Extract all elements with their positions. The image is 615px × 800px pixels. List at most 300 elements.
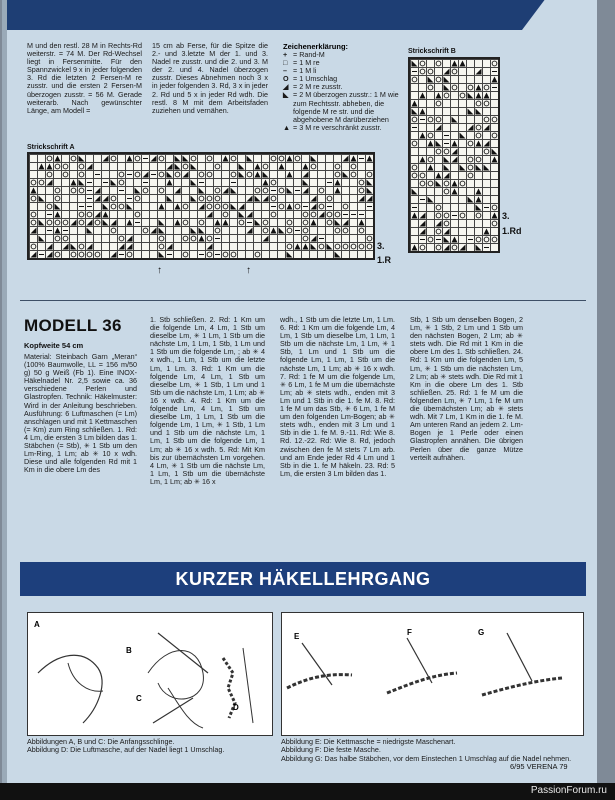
- triple-decrease-symbol: [159, 204, 165, 210]
- triple-decrease-symbol: [476, 141, 482, 147]
- yarn-over-symbol: [476, 157, 481, 162]
- triple-decrease-symbol: [311, 220, 317, 226]
- yarn-over-symbol: [428, 69, 433, 74]
- yarn-over-symbol: [436, 61, 441, 66]
- yarn-over-symbol: [335, 228, 340, 233]
- figure-label-e: E: [294, 632, 300, 641]
- triple-decrease-symbol: [287, 172, 293, 178]
- yarn-over-symbol: [135, 156, 140, 161]
- yarn-over-symbol: [207, 252, 212, 257]
- diagram-b-grid: [408, 57, 500, 253]
- yarn-over-symbol: [263, 228, 268, 233]
- yarn-over-symbol: [428, 157, 433, 162]
- decrease-symbol: [239, 172, 245, 178]
- yarn-over-symbol: [159, 244, 164, 249]
- decrease-symbol: [87, 228, 93, 234]
- yarn-over-symbol: [428, 117, 433, 122]
- yarn-over-symbol: [55, 188, 60, 193]
- yarn-over-symbol: [231, 252, 236, 257]
- yarn-over-symbol: [343, 204, 348, 209]
- yarn-over-symbol: [303, 212, 308, 217]
- decrease-symbol: [87, 164, 93, 170]
- decrease-symbol: [255, 220, 261, 226]
- decrease-symbol: [239, 204, 245, 210]
- decrease-symbol: [468, 109, 474, 115]
- triple-decrease-symbol: [55, 156, 61, 162]
- yarn-over-symbol: [87, 212, 92, 217]
- repeat-arrow-left: ↑: [157, 265, 162, 276]
- triple-decrease-symbol: [303, 164, 309, 170]
- yarn-over-symbol: [444, 93, 449, 98]
- legend-text: = 1 Umschlag: [293, 74, 338, 84]
- yarn-over-symbol: [199, 172, 204, 177]
- decrease-symbol: [476, 245, 482, 251]
- yarn-over-symbol: [271, 156, 276, 161]
- decrease-symbol: [207, 244, 213, 250]
- decrease-symbol: [367, 196, 373, 202]
- decrease-symbol: [412, 61, 418, 67]
- decrease-symbol: [367, 180, 373, 186]
- yarn-over-symbol: [175, 172, 180, 177]
- yarn-over-symbol: [31, 212, 36, 217]
- yarn-over-symbol: [215, 196, 220, 201]
- yarn-over-symbol: [135, 172, 140, 177]
- yarn-over-symbol: [367, 244, 372, 249]
- yarn-over-symbol: [468, 157, 473, 162]
- yarn-over-symbol: [468, 165, 473, 170]
- yarn-over-symbol: [111, 196, 116, 201]
- triple-decrease-symbol: [167, 180, 173, 186]
- yarn-over-symbol: [215, 164, 220, 169]
- decrease-symbol: [412, 109, 418, 115]
- yarn-over-symbol: [343, 228, 348, 233]
- yarn-over-symbol: [47, 156, 52, 161]
- decrease-symbol: [239, 212, 245, 218]
- yarn-over-symbol: [111, 156, 116, 161]
- yarn-over-symbol: [231, 172, 236, 177]
- watermark-text: PassionForum.ru: [530, 785, 607, 796]
- yarn-over-symbol: [436, 229, 441, 234]
- figure-label-f: F: [407, 628, 412, 637]
- decrease-symbol: [311, 196, 317, 202]
- decrease-symbol: [303, 172, 309, 178]
- decrease-symbol: [39, 236, 45, 242]
- yarn-over-symbol: [287, 244, 292, 249]
- section-divider: [20, 300, 586, 301]
- yarn-over-symbol: [119, 180, 124, 185]
- yarn-over-symbol: [183, 220, 188, 225]
- yarn-over-symbol: [444, 189, 449, 194]
- decrease-symbol: [159, 252, 165, 258]
- yarn-over-symbol: [335, 244, 340, 249]
- decrease-symbol: [31, 252, 37, 258]
- yarn-over-symbol: [143, 188, 148, 193]
- legend-text: = Rand-M: [293, 50, 325, 59]
- yarn-over-symbol: [319, 204, 324, 209]
- triple-decrease-symbol: [175, 220, 181, 226]
- triple-decrease-symbol: [436, 93, 442, 99]
- triple-decrease-symbol: [263, 180, 269, 186]
- yarn-over-symbol: [79, 220, 84, 225]
- yarn-over-symbol: [135, 196, 140, 201]
- yarn-over-symbol: [436, 101, 441, 106]
- yarn-over-symbol: [159, 188, 164, 193]
- legend-symbol: O: [283, 74, 289, 84]
- decrease-symbol: [191, 164, 197, 170]
- yarn-over-symbol: [71, 156, 76, 161]
- yarn-over-symbol: [47, 172, 52, 177]
- yarn-over-symbol: [484, 237, 489, 242]
- triple-decrease-symbol: [420, 109, 426, 115]
- decrease-symbol: [207, 212, 213, 218]
- legend-symbol: □: [283, 58, 288, 68]
- decrease-symbol: [191, 196, 197, 202]
- decrease-symbol: [484, 165, 490, 171]
- yarn-over-symbol: [79, 252, 84, 257]
- triple-decrease-symbol: [103, 212, 109, 218]
- decrease-symbol: [191, 180, 197, 186]
- yarn-over-symbol: [492, 205, 497, 210]
- triple-decrease-symbol: [47, 164, 53, 170]
- yarn-over-symbol: [223, 212, 228, 217]
- decrease-symbol: [460, 245, 466, 251]
- triple-decrease-symbol: [223, 220, 229, 226]
- legend-text: = 1 M re: [293, 58, 320, 68]
- decrease-symbol: [63, 244, 69, 250]
- caption-right: [281, 738, 581, 763]
- yarn-over-symbol: [484, 101, 489, 106]
- top-bar-notch: [522, 0, 597, 30]
- decrease-symbol: [327, 244, 333, 250]
- yarn-over-symbol: [279, 204, 284, 209]
- decrease-symbol: [484, 125, 490, 131]
- decrease-symbol: [175, 164, 181, 170]
- yarn-over-symbol: [412, 165, 417, 170]
- legend-symbol: ▲: [283, 122, 291, 132]
- course-banner: [20, 562, 586, 596]
- decrease-symbol: [239, 164, 245, 170]
- diagram-b-label: Strickschrift B: [408, 48, 456, 55]
- decrease-symbol: [476, 165, 482, 171]
- yarn-over-symbol: [412, 141, 417, 146]
- repeat-arrow-right: ↑: [246, 265, 251, 276]
- figure-label-d: D: [233, 703, 239, 712]
- triple-decrease-symbol: [367, 156, 373, 162]
- decrease-symbol: [119, 244, 125, 250]
- yarn-over-symbol: [476, 237, 481, 242]
- yarn-over-symbol: [263, 164, 268, 169]
- decrease-symbol: [428, 77, 434, 83]
- yarn-over-symbol: [63, 236, 68, 241]
- triple-decrease-symbol: [55, 212, 61, 218]
- decrease-symbol: [127, 204, 133, 210]
- yarn-over-symbol: [55, 220, 60, 225]
- yarn-over-symbol: [428, 237, 433, 242]
- decrease-symbol: [47, 252, 53, 258]
- triple-decrease-symbol: [295, 244, 301, 250]
- yarn-over-symbol: [367, 172, 372, 177]
- yarn-over-symbol: [420, 245, 425, 250]
- yarn-over-symbol: [420, 181, 425, 186]
- decrease-symbol: [95, 212, 101, 218]
- yarn-over-symbol: [255, 188, 260, 193]
- decrease-symbol: [444, 245, 450, 251]
- decrease-symbol: [247, 212, 253, 218]
- yarn-over-symbol: [183, 252, 188, 257]
- triple-decrease-symbol: [287, 156, 293, 162]
- decrease-symbol: [444, 157, 450, 163]
- yarn-over-symbol: [79, 172, 84, 177]
- triple-decrease-symbol: [335, 180, 341, 186]
- yarn-over-symbol: [95, 220, 100, 225]
- yarn-over-symbol: [436, 213, 441, 218]
- top-color-bar: [2, 0, 597, 30]
- triple-decrease-symbol: [351, 156, 357, 162]
- figure-label-g: G: [478, 628, 485, 637]
- figure-label-c: C: [136, 694, 142, 703]
- decrease-symbol: [223, 188, 229, 194]
- decrease-symbol: [191, 228, 197, 234]
- yarn-over-symbol: [295, 204, 300, 209]
- triple-decrease-symbol: [436, 173, 442, 179]
- yarn-over-symbol: [436, 149, 441, 154]
- yarn-over-symbol: [71, 188, 76, 193]
- yarn-over-symbol: [367, 236, 372, 241]
- decrease-symbol: [311, 204, 317, 210]
- yarn-over-symbol: [87, 252, 92, 257]
- yarn-over-symbol: [452, 245, 457, 250]
- decrease-symbol: [335, 220, 341, 226]
- decrease-symbol: [247, 196, 253, 202]
- decrease-symbol: [199, 204, 205, 210]
- yarn-over-symbol: [327, 212, 332, 217]
- decrease-symbol: [135, 188, 141, 194]
- triple-decrease-symbol: [303, 244, 309, 250]
- decrease-symbol: [335, 252, 341, 258]
- decrease-symbol: [175, 188, 181, 194]
- decrease-symbol: [175, 156, 181, 162]
- triple-decrease-symbol: [492, 77, 498, 83]
- yarn-over-symbol: [492, 117, 497, 122]
- triple-decrease-symbol: [223, 156, 229, 162]
- yarn-over-symbol: [119, 236, 124, 241]
- yarn-over-symbol: [111, 204, 116, 209]
- triple-decrease-symbol: [255, 172, 261, 178]
- yarn-over-symbol: [287, 220, 292, 225]
- decrease-symbol: [444, 229, 450, 235]
- decrease-symbol: [436, 141, 442, 147]
- decrease-symbol: [263, 172, 269, 178]
- decrease-symbol: [468, 197, 474, 203]
- decrease-symbol: [127, 236, 133, 242]
- yarn-over-symbol: [119, 172, 124, 177]
- decrease-symbol: [428, 197, 434, 203]
- yarn-over-symbol: [207, 204, 212, 209]
- yarn-over-symbol: [492, 61, 497, 66]
- yarn-over-symbol: [231, 156, 236, 161]
- yarn-over-symbol: [420, 173, 425, 178]
- yarn-over-symbol: [199, 196, 204, 201]
- top-text-column-2: 15 cm ab Ferse, für die Spitze die 2.- und 3.letzte M der 1. und 3. Nadel re zusstr. und die 2. und 3. M der 2. und 4. Nadel überzogen zusstr. Dieses Abnehmen noch 3 x in jeder folgenden 3. Rd, 3 x in jeder 2. Rd und 5 x in jeder Rd wdh. Die restl. 8 M mit dem Arbeitsfaden zuziehen und vernähen.: [152, 41, 268, 115]
- yarn-over-symbol: [444, 149, 449, 154]
- triple-decrease-symbol: [484, 229, 490, 235]
- yarn-over-symbol: [484, 117, 489, 122]
- yarn-over-symbol: [492, 237, 497, 242]
- decrease-symbol: [444, 173, 450, 179]
- yarn-over-symbol: [351, 244, 356, 249]
- decrease-symbol: [247, 228, 253, 234]
- yarn-over-symbol: [420, 61, 425, 66]
- yarn-over-symbol: [215, 204, 220, 209]
- caption-left: [27, 738, 277, 755]
- decrease-symbol: [468, 125, 474, 131]
- triple-decrease-symbol: [420, 157, 426, 163]
- modell-text-column-1: Material: Steinbach Garn „Meran“ (100% Baumwolle, LL = 156 m/50 g) 50 g Weiß (Fb 1). Eine INOX-Häkelnadel Nr. 2,5 sowie ca. 36 verschiedene Perlen und Glastropfen. Technik: Häkelmuster: Wird in der Anleitung beschrieben. Ausführung: 6 Luftmaschen (= Lm) anschlagen und mit 1 Kettmaschen (= Km) zum Ring schließen. 1. Rd: 4 Lm, die ersten 3 Lm bilden das 1. Stäbchen (= Stb), ✳ 1 Stb um den Lm-Ring, 1 Lm; ab ✳ 10 x wdh. Diese und alle folgenden Rd mit 1 Km in die obere Lm des: [24, 352, 137, 475]
- decrease-symbol: [287, 188, 293, 194]
- decrease-symbol: [444, 85, 450, 91]
- yarn-over-symbol: [79, 244, 84, 249]
- yarn-over-symbol: [319, 188, 324, 193]
- decrease-symbol: [287, 252, 293, 258]
- yarn-over-symbol: [55, 236, 60, 241]
- yarn-over-symbol: [119, 204, 124, 209]
- decrease-symbol: [127, 244, 133, 250]
- caption-left-1: Abbildungen A, B und C: Die Anfangsschlinge.: [27, 737, 175, 746]
- triple-decrease-symbol: [359, 220, 365, 226]
- yarn-over-symbol: [215, 228, 220, 233]
- yarn-over-symbol: [71, 252, 76, 257]
- decrease-symbol: [367, 188, 373, 194]
- triple-decrease-symbol: [460, 61, 466, 67]
- triple-decrease-symbol: [335, 188, 341, 194]
- yarn-over-symbol: [476, 133, 481, 138]
- yarn-over-symbol: [460, 93, 465, 98]
- decrease-symbol: [47, 180, 53, 186]
- caption-left-2: Abbildung D: Die Luftmasche, auf der Nadel liegt 1 Umschlag.: [27, 745, 225, 755]
- triple-decrease-symbol: [428, 165, 434, 171]
- decrease-symbol: [103, 196, 109, 202]
- modell-text-column-3: wdh., 1 Stb um die letzte Lm, 1 Lm. 6. Rd: 1 Km um die folgende Lm, 4 Lm, 1 Stb um dieselbe Lm, 1 Lm, 1 Stb um die nächste Lm, 1 Lm, ✳ 1 Stb, 1 Lm und 1 Stb um die folgende Lm, 1 Lm, 1 Stb um die nächste Lm, 1 Lm; ab ✳ 16 x wdh. 7. Rd: 1 fe M um die folgende Lm, ✳ 6 Lm, 1 fe M um die übernächste Lm; ab ✳ stets wdh., enden mit 3 Lm und 1 Stb in die 1. fe M. 8. Rd: 1 fe M um das Stb, ✳ 6 Lm, 1 fe M um den folgenden Lm-Bogen; ab ✳ stets wdh., enden mit 3 Lm und 1 Stb in die 1. fe M. 9.-11. Rd: Wie 8. Rd. 12.-22. Rd: Wie 8. Rd, jedoch zwischen den fe M stets 7 Lm arb. und am Ende jeder Rd 4 Lm und 1 Stb in die 1. fe M häkeln. 23. Rd: 5 Lm, die ersten 3 Lm bilden das 1.: [280, 315, 395, 478]
- binding-edge: [2, 0, 7, 793]
- modell-text-column-4: Stb, 1 Stb um denselben Bogen, 2 Lm, ✳ 1 Stb, 2 Lm und 1 Stb um den nächsten Bogen, 2 Lm; ab ✳ stets wdh. Die Rd mit 1 Km in die obere Lm des 1. Stb schließen. 24. Rd: 1 Km um die folgenden Lm, 5 Lm, ✳ 1 Stb um die nächsten Lm, 2 Lm; ab ✳ stets wdh. Die Rd mit 1 Km in die obere Lm des 1. Stb schließen. 25. Rd: 1 fe M um die folgenden Lm, ✳ 7 Lm, 1 fe M um die übernächsten Lm; ab ✳ stets wdh. Mit 7 Lm, 1 Km in die 1. fe M. Am unteren Rand an jedem 2. Lm-Bogen je 1 Perle oder einen Glastropfen annähen. Die übrigen Perlen über die ganze Mütze verteilt aufnähen.: [410, 315, 523, 462]
- caption-right-3: Abbildung G: Das halbe Stäbchen, vor dem Einstechen 1 Umschlag auf die Nadel nehmen.: [281, 753, 572, 763]
- illustration-left: [27, 612, 273, 736]
- yarn-over-symbol: [247, 172, 252, 177]
- decrease-symbol: [79, 156, 85, 162]
- diagram-a-grid: [27, 152, 375, 260]
- yarn-over-symbol: [135, 212, 140, 217]
- decrease-symbol: [311, 156, 317, 162]
- yarn-over-symbol: [335, 164, 340, 169]
- diagram-a-symbols: [29, 154, 373, 258]
- decrease-symbol: [167, 196, 173, 202]
- caption-right-1: Abbildung E: Die Kettmasche = niedrigste Maschenart.: [281, 737, 456, 746]
- yarn-over-symbol: [223, 252, 228, 257]
- triple-decrease-symbol: [492, 157, 498, 163]
- decrease-symbol: [87, 244, 93, 250]
- yarn-over-symbol: [351, 172, 356, 177]
- triple-decrease-symbol: [420, 133, 426, 139]
- decrease-symbol: [359, 196, 365, 202]
- triple-decrease-symbol: [484, 93, 490, 99]
- triple-decrease-symbol: [255, 164, 261, 170]
- triple-decrease-symbol: [476, 85, 482, 91]
- decrease-symbol: [111, 220, 117, 226]
- decrease-symbol: [476, 205, 482, 211]
- yarn-over-symbol: [444, 221, 449, 226]
- illustration-right: [281, 612, 584, 736]
- yarn-over-symbol: [263, 188, 268, 193]
- triple-decrease-symbol: [71, 180, 77, 186]
- decrease-symbol: [420, 213, 426, 219]
- yarn-over-symbol: [428, 85, 433, 90]
- yarn-over-symbol: [311, 164, 316, 169]
- yarn-over-symbol: [207, 172, 212, 177]
- decrease-symbol: [183, 172, 189, 178]
- yarn-over-symbol: [31, 220, 36, 225]
- yarn-over-symbol: [271, 212, 276, 217]
- legend-item: [283, 91, 403, 123]
- yarn-over-symbol: [468, 141, 473, 146]
- decrease-symbol: [444, 69, 450, 75]
- triple-decrease-symbol: [476, 189, 482, 195]
- decrease-symbol: [255, 196, 261, 202]
- triple-decrease-symbol: [452, 237, 458, 243]
- legend-text: = 1 M li: [293, 66, 317, 76]
- yarn-over-symbol: [63, 220, 68, 225]
- modell-title: MODELL 36: [24, 316, 122, 335]
- decrease-symbol: [303, 188, 309, 194]
- yarn-over-symbol: [351, 164, 356, 169]
- yarn-over-symbol: [420, 69, 425, 74]
- yarn-over-symbol: [468, 173, 473, 178]
- yarn-over-symbol: [436, 117, 441, 122]
- decrease-symbol: [103, 156, 109, 162]
- decrease-symbol: [151, 228, 157, 234]
- diagram-a-row-1: 1.R: [377, 255, 392, 265]
- yarn-over-symbol: [295, 156, 300, 161]
- figure-label-b: B: [126, 646, 132, 655]
- yarn-over-symbol: [263, 220, 268, 225]
- yarn-over-symbol: [359, 244, 364, 249]
- yarn-over-symbol: [279, 188, 284, 193]
- yarn-over-symbol: [452, 69, 457, 74]
- decrease-symbol: [71, 220, 77, 226]
- modell-text-column-2: 1. Stb schließen. 2. Rd: 1 Km um die folgende Lm, 4 Lm, 1 Stb um dieselbe Lm, ✳ 1 Lm, 1 Stb um die nächste Lm, 1 Lm, 1 Stb, 1 Lm und 1 Stb um die folgende Lm, ; ab ✳ 4 x wdh., 1 Lm, 1 Stb um die letzte Lm, 1 Lm. 3. Rd: 1 Km um die folgende Lm, 4 Lm, 1 Stb um dieselbe Lm, ✳ 1 Stb, 1 Lm und 1 Stb um die nächste Lm, 1 Lm; ab ✳ 16 x wdh. 4. Rd: 1 Km um die folgende Lm, 4 Lm, 1 Stb um dieselbe Lm, 1 Lm, 1 Stb um die folgende Lm, 1 Lm, ✳ 1 Stb, 1 Lm und 1 Stb um die nächste Lm, 1 Lm, 1 Stb um die folgende Lm, 1 Lm; ab ✳ 16 x wdh. 5. Rd: Mit Km bis zur übernächsten Lm vorgehen. 4 Lm, ✳ 1 Stb um die nächste Lm, 1 Lm, 1 Stb um die übernächste Lm, 1 Lm; ab ✳ 16 x: [150, 315, 265, 486]
- yarn-over-symbol: [47, 220, 52, 225]
- diagram-b-row-1: 1.Rd: [502, 226, 522, 236]
- yarn-over-symbol: [79, 188, 84, 193]
- decrease-symbol: [103, 220, 109, 226]
- decrease-symbol: [343, 156, 349, 162]
- yarn-over-symbol: [359, 180, 364, 185]
- yarn-over-symbol: [159, 236, 164, 241]
- decrease-symbol: [95, 196, 101, 202]
- yarn-over-symbol: [191, 156, 196, 161]
- yarn-over-symbol: [444, 181, 449, 186]
- yarn-over-symbol: [444, 213, 449, 218]
- decrease-symbol: [167, 244, 173, 250]
- decrease-symbol: [476, 109, 482, 115]
- yarn-over-symbol: [327, 220, 332, 225]
- triple-decrease-symbol: [476, 93, 482, 99]
- yarn-over-symbol: [492, 221, 497, 226]
- yarn-over-symbol: [63, 164, 68, 169]
- decrease-symbol: [343, 220, 349, 226]
- yarn-over-symbol: [460, 181, 465, 186]
- yarn-over-symbol: [143, 228, 148, 233]
- yarn-over-symbol: [199, 220, 204, 225]
